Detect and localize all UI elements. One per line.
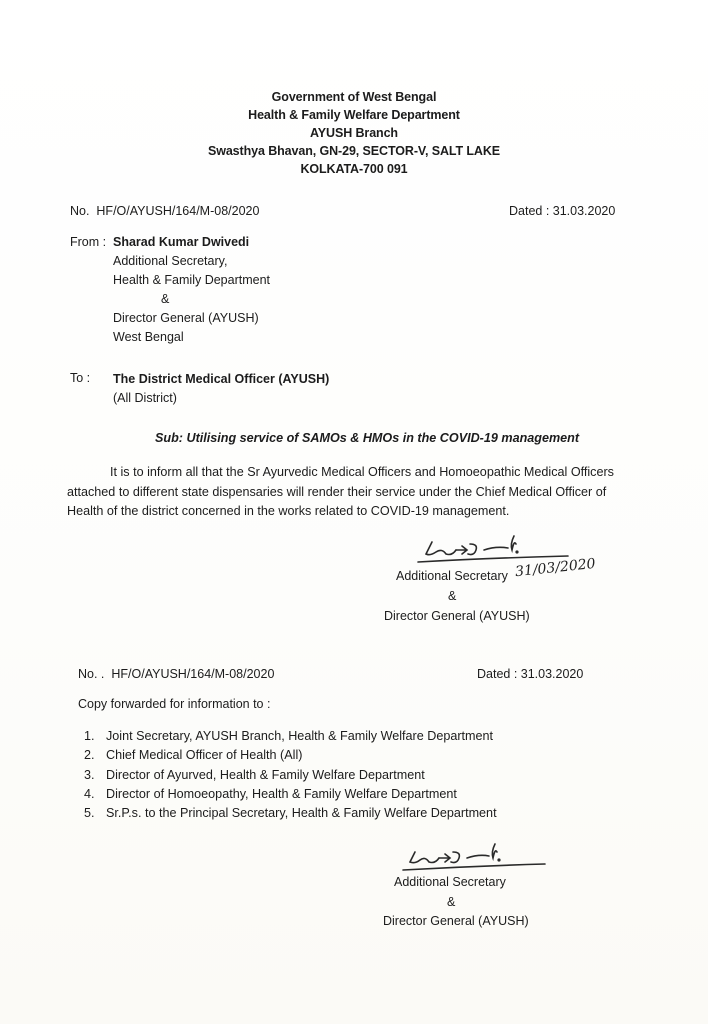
letterhead-city: KOLKATA-700 091 [300,162,408,176]
to-label: To : [70,371,91,385]
letterhead-branch: AYUSH Branch [310,126,398,140]
copy-recipient [84,727,497,746]
letterhead-department: Health & Family Welfare Department [248,108,460,122]
from-name: Sharad Kumar Dwivedi [113,235,250,249]
signature-2-ampersand: & [447,895,456,909]
body-line-3: Health of the district concerned in the works related to COVID-19 management. [67,504,510,518]
handwritten-signature-icon [385,838,585,878]
body-line-2: attached to different state dispensaries will render their service under the Chief Medical Officer of [67,484,607,499]
letterhead-address: Swasthya Bhavan, GN-29, SECTOR-V, SALT LAKE [207,144,501,158]
body-line-1: It is to inform all that the Sr Ayurvedic Medical Officers and Homoeopathic Medical Officers [110,465,614,479]
recipient-number: 4. [84,786,95,801]
copy-recipient [84,746,497,765]
signature-1-ampersand: & [448,589,457,603]
recipient-number: 1. [84,729,95,743]
memo-number: HF/O/AYUSH/164/M-08/2020 [96,204,260,218]
to-sub: (All District) [113,391,177,405]
to-name: The District Medical Officer (AYUSH) [113,372,330,386]
memo-number-label: No. [70,204,90,218]
copy-number: HF/O/AYUSH/164/M-08/2020 [111,667,275,681]
signature-block-1 [384,532,620,632]
handwritten-date: 31/03/2020 [514,555,597,581]
recipient-text: Director of Ayurved, Health & Family Welfare Department [106,767,425,782]
signature-2-title-1: Additional Secretary [394,875,506,889]
subject-line: Sub: Utilising service of SAMOs & HMOs in the COVID-19 management [155,431,580,445]
copy-number-row [78,667,274,681]
letterhead-government: Government of West Bengal [271,90,437,104]
from-title-4: West Bengal [113,330,184,344]
recipient-text: Sr.P.s. to the Principal Secretary, Health & Family Welfare Department [106,806,497,821]
letterhead [0,88,708,178]
memo-number-row [70,204,259,218]
recipient-text: Chief Medical Officer of Health (All) [106,748,303,763]
recipient-number: 3. [84,767,95,782]
signature-1-title-2: Director General (AYUSH) [384,609,530,623]
to-block [113,370,329,408]
copy-recipient-list [84,727,497,823]
copy-intro: Copy forwarded for information to : [78,697,271,711]
signature-2-title-2: Director General (AYUSH) [383,914,529,928]
recipient-text: Director of Homoeopathy, Health & Family Welfare Department [106,786,457,801]
from-label: From : [70,235,107,249]
copy-recipient [84,766,497,785]
recipient-text: Joint Secretary, AYUSH Branch, Health & Family Welfare Department [106,729,494,743]
signature-block-2 [385,838,585,933]
from-block [113,233,270,347]
recipient-number: 5. [84,806,95,821]
body-paragraph [67,463,627,522]
from-title-3: Director General (AYUSH) [113,311,259,325]
from-title-1: Additional Secretary, [113,254,228,268]
signature-1-title-1: Additional Secretary [396,569,508,583]
copy-date: Dated : 31.03.2020 [477,667,584,681]
copy-recipient [84,785,497,804]
memo-date: Dated : 31.03.2020 [509,204,616,218]
from-title-2: Health & Family Department [113,273,271,287]
recipient-number: 2. [84,748,95,763]
from-ampersand: & [161,292,170,306]
copy-number-label: No. . [78,667,105,681]
copy-recipient [84,804,497,823]
